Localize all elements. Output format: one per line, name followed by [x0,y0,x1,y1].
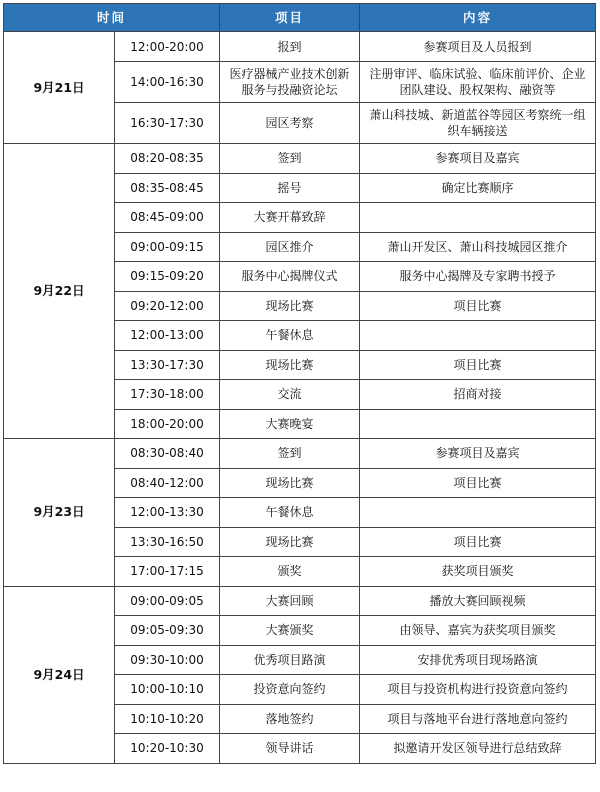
date-cell: 9月24日 [4,586,115,763]
time-cell: 12:00-20:00 [115,32,220,62]
time-cell: 09:00-09:15 [115,232,220,262]
content-cell: 服务中心揭牌及专家聘书授予 [360,262,596,292]
item-cell: 签到 [220,439,360,469]
item-cell: 摇号 [220,173,360,203]
content-cell: 项目比赛 [360,468,596,498]
time-cell: 09:15-09:20 [115,262,220,292]
date-cell: 9月22日 [4,144,115,439]
item-cell: 医疗器械产业技术创新服务与投融资论坛 [220,62,360,103]
table-row [4,144,596,174]
content-cell: 项目与投资机构进行投资意向签约 [360,675,596,705]
time-cell: 08:45-09:00 [115,203,220,233]
item-cell: 落地签约 [220,704,360,734]
time-cell: 13:30-17:30 [115,350,220,380]
content-cell: 安排优秀项目现场路演 [360,645,596,675]
content-cell: 参赛项目及嘉宾 [360,439,596,469]
item-cell: 午餐休息 [220,498,360,528]
content-cell: 招商对接 [360,380,596,410]
content-cell: 萧山科技城、新道蓝谷等园区考察统一组织车辆接送 [360,103,596,144]
time-cell: 08:40-12:00 [115,468,220,498]
header-content: 内容 [360,4,596,32]
time-cell: 17:00-17:15 [115,557,220,587]
time-cell: 08:35-08:45 [115,173,220,203]
item-cell: 大赛回顾 [220,586,360,616]
table-row [4,586,596,616]
item-cell: 大赛开幕致辞 [220,203,360,233]
time-cell: 17:30-18:00 [115,380,220,410]
table-row [4,32,596,62]
content-cell: 确定比赛顺序 [360,173,596,203]
time-cell: 12:00-13:00 [115,321,220,351]
content-cell: 项目比赛 [360,350,596,380]
time-cell: 08:20-08:35 [115,144,220,174]
header-time: 时间 [4,4,220,32]
item-cell: 交流 [220,380,360,410]
item-cell: 现场比赛 [220,291,360,321]
content-cell: 获奖项目颁奖 [360,557,596,587]
time-cell: 09:05-09:30 [115,616,220,646]
schedule-body [4,32,596,764]
time-cell: 09:30-10:00 [115,645,220,675]
date-cell: 9月21日 [4,32,115,144]
item-cell: 园区推介 [220,232,360,262]
time-cell: 09:00-09:05 [115,586,220,616]
time-cell: 08:30-08:40 [115,439,220,469]
content-cell: 参赛项目及人员报到 [360,32,596,62]
time-cell: 12:00-13:30 [115,498,220,528]
header-item: 项目 [220,4,360,32]
item-cell: 领导讲话 [220,734,360,764]
item-cell: 大赛颁奖 [220,616,360,646]
time-cell: 09:20-12:00 [115,291,220,321]
time-cell: 16:30-17:30 [115,103,220,144]
item-cell: 现场比赛 [220,527,360,557]
time-cell: 13:30-16:50 [115,527,220,557]
content-cell: 播放大赛回顾视频 [360,586,596,616]
time-cell: 18:00-20:00 [115,409,220,439]
content-cell [360,409,596,439]
content-cell: 参赛项目及嘉宾 [360,144,596,174]
item-cell: 签到 [220,144,360,174]
header-row [4,4,596,32]
item-cell: 现场比赛 [220,468,360,498]
time-cell: 10:20-10:30 [115,734,220,764]
content-cell [360,321,596,351]
time-cell: 14:00-16:30 [115,62,220,103]
content-cell [360,498,596,528]
item-cell: 现场比赛 [220,350,360,380]
time-cell: 10:10-10:20 [115,704,220,734]
content-cell [360,203,596,233]
content-cell: 由领导、嘉宾为获奖项目颁奖 [360,616,596,646]
date-cell: 9月23日 [4,439,115,587]
item-cell: 大赛晚宴 [220,409,360,439]
schedule-table [3,3,596,764]
item-cell: 服务中心揭牌仪式 [220,262,360,292]
content-cell: 项目比赛 [360,291,596,321]
item-cell: 优秀项目路演 [220,645,360,675]
content-cell: 萧山开发区、萧山科技城园区推介 [360,232,596,262]
table-row [4,439,596,469]
content-cell: 项目比赛 [360,527,596,557]
item-cell: 园区考察 [220,103,360,144]
content-cell: 项目与落地平台进行落地意向签约 [360,704,596,734]
content-cell: 注册审评、临床试验、临床前评价、企业团队建设、股权架构、融资等 [360,62,596,103]
time-cell: 10:00-10:10 [115,675,220,705]
content-cell: 拟邀请开发区领导进行总结致辞 [360,734,596,764]
item-cell: 报到 [220,32,360,62]
item-cell: 午餐休息 [220,321,360,351]
item-cell: 投资意向签约 [220,675,360,705]
item-cell: 颁奖 [220,557,360,587]
